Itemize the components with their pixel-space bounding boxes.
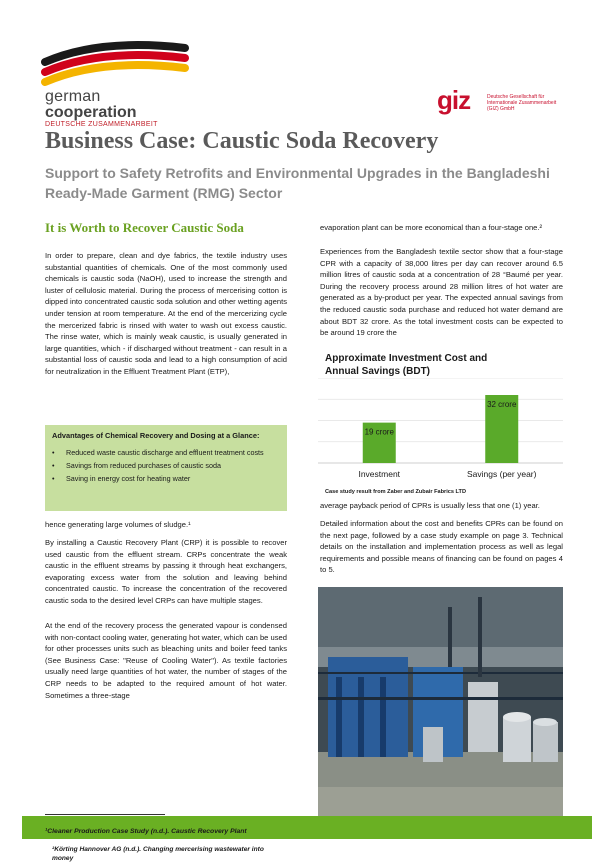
right-paragraph-4: Detailed information about the cost and benefits CPRs can be found on the next page, followed by a case study example on page 3. Technical details on the installation and implementation process as well as legal requirements and possible means of financing can be found on pages 4 to 5.: [320, 519, 563, 575]
footnote-2: ²Körting Hannover AG (n.d.). Changing mercerising wastewater into money: [52, 846, 264, 862]
data-label: 19 crore: [364, 427, 394, 437]
x-tick-label: Investment: [358, 469, 401, 479]
chart-title: Approximate Investment Cost and Annual Savings (BDT): [325, 353, 488, 377]
right-paragraph-1: evaporation plant can be more economical than a four-stage one.²: [320, 223, 543, 232]
advantages-title: Advantages of Chemical Recovery and Dosing at a Glance:: [52, 431, 260, 440]
advantage-item: • Reduced waste caustic discharge and effluent treatment costs: [52, 448, 264, 457]
logo-cooperation-text: cooperation: [45, 104, 137, 121]
flag-swoosh-graphic: [40, 40, 190, 90]
left-paragraph-1: In order to prepare, clean and dye fabrics, the textile industry uses substantial quantities of chemicals. One of the most commonly used chemicals is caustic soda (NaOH), used to increase the strength and luster of cellulosic material. During the process of mercerising cotton is dipped into concentrated caustic soda solution and other wetting agents under tension at room temperature. At the end of the mercerizing cycle the mercerized fabric is rinsed with water to wash out excess caustic. The rinse water, which is mainly weak caustic, is usually generated in large quantities, which - if discharged without treatment - can result in a substantial loss of caustic soda and lead to a high consumption of acid for neutralization in the Effluent Treatment Plant (ETP),: [45, 251, 287, 376]
bullet-icon: •: [52, 448, 55, 457]
right-paragraph-3: average payback period of CPRs is usually less that one (1) year.: [320, 501, 540, 510]
bar-chart: [318, 378, 563, 488]
page-subtitle: Support to Safety Retrofits and Environmental Upgrades in the Bangladeshi Ready-Made Garment (RMG) Sector: [45, 165, 550, 201]
page-title: Business Case: Caustic Soda Recovery: [45, 128, 439, 154]
data-label: 32 crore: [487, 400, 517, 409]
left-paragraph-3: By installing a Caustic Recovery Plant (CRP) it is possible to recover used caustic from the effluent stream. CRPs concentrate the weak caustic in the effluent streams by passing it through heat exchangers, evaporating excess water from the solution and leaving behind concentrated caustic. To increase the concentration of the recovered caustic soda to the desired level CRPs can have multiple stages.: [45, 538, 287, 605]
advantages-list: [52, 448, 282, 487]
footnote-1: ¹Cleaner Production Case Study (n.d.). Caustic Recovery Plant: [45, 828, 247, 835]
chart-caption: Case study result from Zaber and Zubair Fabrics LTD: [325, 489, 467, 495]
giz-logo-text: Deutsche Gesellschaft für Internationale Zusammenarbeit (GIZ) GmbH: [487, 94, 557, 112]
logo-deutsche-zusammenarbeit-text: DEUTSCHE ZUSAMMENARBEIT: [45, 121, 158, 128]
footnote-divider: [45, 814, 165, 815]
left-paragraph-2: hence generating large volumes of sludge.¹: [45, 520, 191, 529]
section-title: It is Worth to Recover Caustic Soda: [45, 220, 244, 235]
x-tick-label: Savings (per year): [467, 469, 537, 479]
right-paragraph-2: Experiences from the Bangladesh textile sector show that a four-stage CPR with a capacity of 38,000 litres per day can recover around 6.5 million litres of caustic soda at a concentration of 28 °Baumé per year. During the recovery process around 28 million litres of hot water are generated as a by-product per year. The expected annual savings from the reduced caustic soda purchase and reduced hot water demand are about BDT 32 crore. As the total investment costs can be expected to be around 19 crore the: [320, 247, 563, 338]
advantage-item: • Saving in energy cost for heating water: [52, 474, 191, 483]
caustic-recovery-plant-photo: [318, 587, 563, 820]
giz-logo-mark: giz: [437, 85, 471, 115]
bullet-icon: •: [52, 461, 55, 470]
advantage-item: • Savings from reduced purchases of caustic soda: [52, 461, 222, 470]
logo-german-text: german: [45, 88, 101, 105]
bullet-icon: •: [52, 474, 55, 483]
left-paragraph-4: At the end of the recovery process the generated vapour is condensed with non-contact cooling water, generating hot water, which can be used for other processes units such as bleaching units and boiler feed tanks (See Business Case: "Reuse of Cooling Water"). As textile factories usually need large quantities of hot water, the number of stages of the CRP needs to be adapted to the required amount of hot water. Sometimes a three-stage: [45, 621, 287, 700]
